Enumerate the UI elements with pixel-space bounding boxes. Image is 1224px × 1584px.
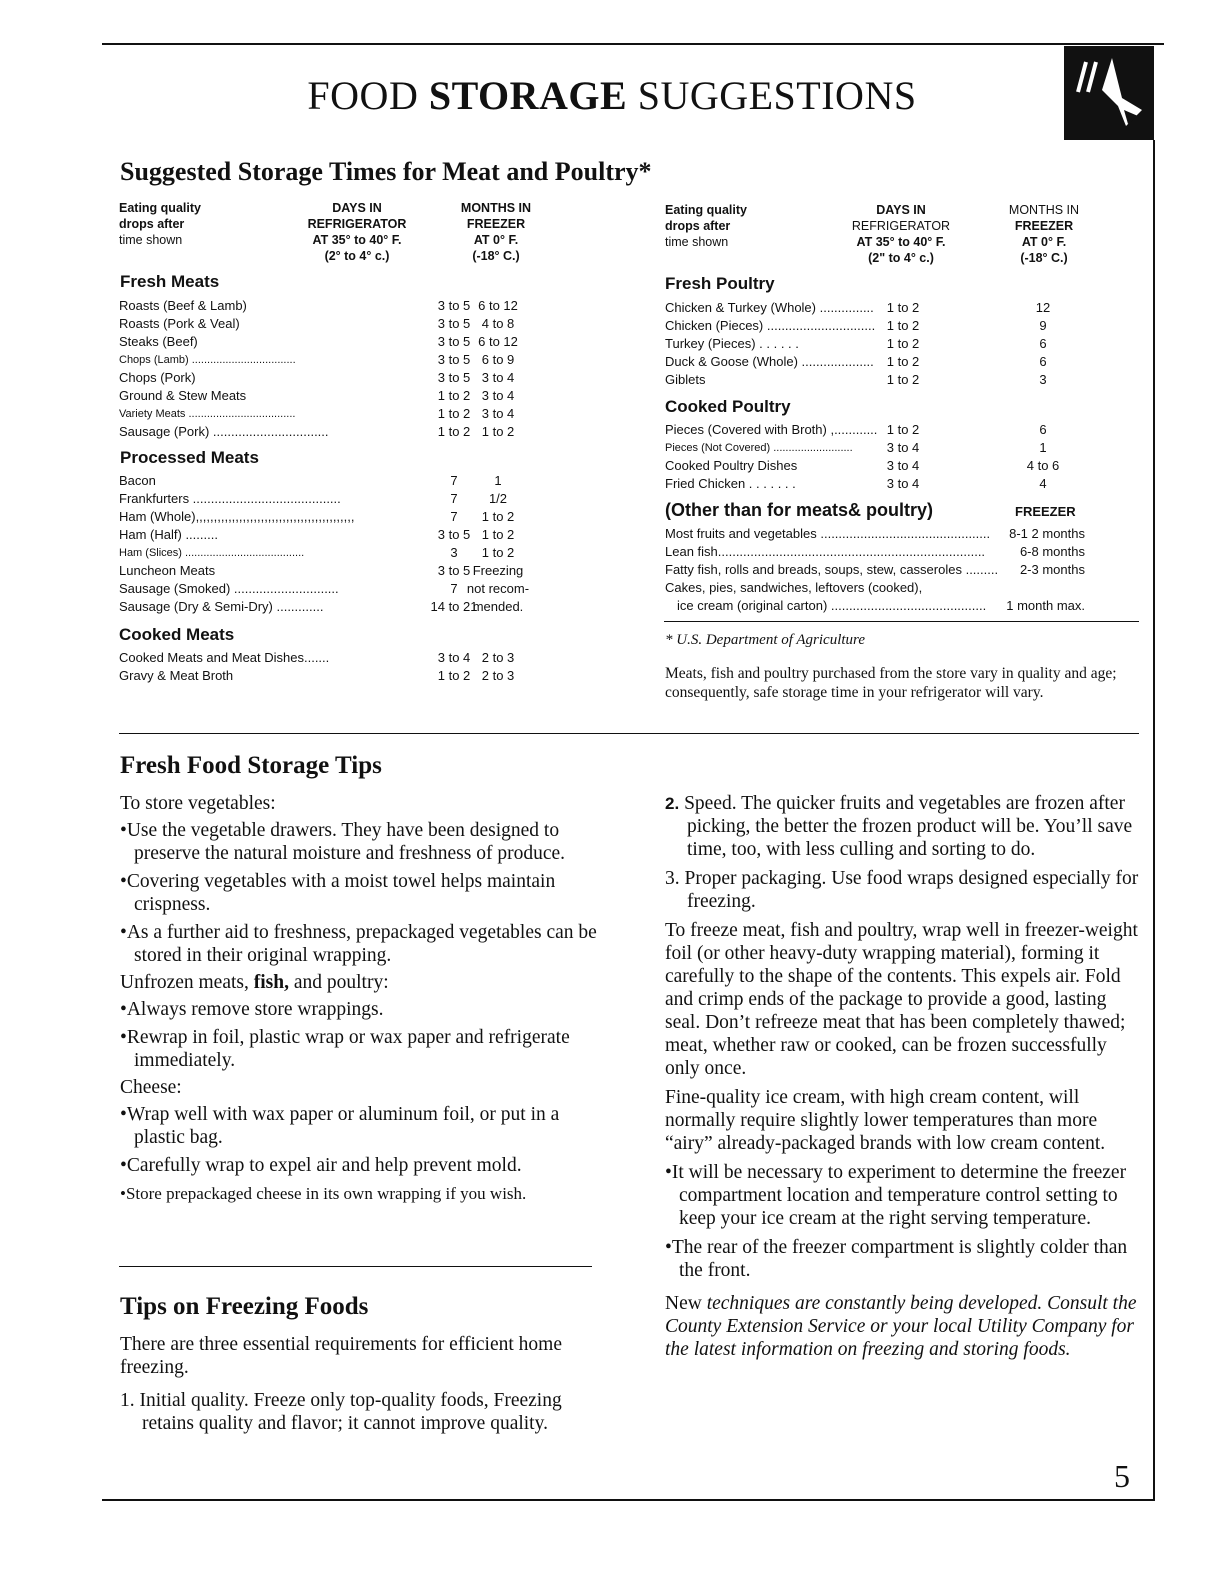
page-title: FOOD STORAGE SUGGESTIONS (307, 73, 917, 118)
meat-intro: Unfrozen meats, fish, and poultry: (120, 972, 389, 993)
table-row: Steaks (Beef) 3 to 5 6 to 12 (119, 334, 518, 349)
table-header-refrigerator-right: DAYS IN REFRIGERATOR AT 35° to 40° F. (2" to 4° c.) (851, 203, 951, 265)
freezing-paragraph-2: Fine-quality ice cream, with high cream content, will normally require slightly lower temperatures than more “airy” already-packaged brands with low cream content. (665, 1087, 1106, 1154)
fresh-tips-heading: Fresh Food Storage Tips (120, 752, 382, 779)
list-item: •Rewrap in foil, plastic wrap or wax paper and refrigerate immediately. (120, 1027, 570, 1071)
fresh-meats-table (119, 297, 569, 441)
table-header-quality: Eating quality drops after time shown (119, 201, 201, 247)
table-row: Pieces (Not Covered) .......................... 3 to 4 1 (665, 440, 1047, 455)
table-row: Giblets 1 to 2 3 (665, 372, 1047, 387)
table-row: Fatty fish, rolls and breads, soups, stew, casseroles ......... 2-3 months (665, 562, 1085, 577)
table-header-freezer: MONTHS IN FREEZER AT 0° F. (-18° C.) (460, 201, 532, 263)
closing-note: New techniques are constantly being developed. Consult the County Extension Service or your local Utility Company for the latest information on freezing and storing foods. (665, 1293, 1137, 1360)
table-row: Most fruits and vegetables ............................................... 8-1 2 months (665, 526, 1085, 541)
storage-note: Meats, fish and poultry purchased from the store vary in quality and age; consequently, safe storage time in your refrigerator will vary. (665, 665, 1117, 701)
table-row: Chops (Pork) 3 to 5 3 to 4 (119, 370, 515, 385)
other-foods-freezer-label: FREEZER (1015, 504, 1076, 519)
meat-section-heading: Suggested Storage Times for Meat and Poultry* (120, 157, 652, 186)
table-row: Ham (Whole),,,,,,,,,,,,,,,,,,,,,,,,,,,,,,,,,,,,,,,,,,,, 7 1 to 2 (119, 509, 515, 524)
footnote: * U.S. Department of Agriculture (665, 632, 865, 648)
list-item: •Carefully wrap to expel air and help prevent mold. (120, 1155, 522, 1176)
table-row: Sausage (Pork) ................................ 1 to 2 1 to 2 (119, 424, 515, 439)
list-item: •Store prepackaged cheese in its own wrapping if you wish. (120, 1184, 527, 1203)
page-number: 5 (1114, 1458, 1130, 1494)
fresh-meats-title: Fresh Meats (120, 272, 220, 291)
table-row: Ham (Slices) ....................................... 3 1 to 2 (119, 545, 515, 560)
top-rule (102, 43, 1164, 45)
other-foods-title: (Other than for meats& poultry) (665, 500, 934, 520)
cooked-poultry-table (665, 421, 1105, 493)
cooked-poultry-title: Cooked Poultry (665, 397, 791, 416)
table-row: Pieces (Covered with Broth) ,............ 1 to 2 6 (665, 422, 1047, 437)
list-item: •Always remove store wrappings. (120, 999, 384, 1020)
table-row: Roasts (Beef & Lamb) 3 to 5 6 to 12 (119, 298, 518, 313)
list-item: •As a further aid to freshness, prepackaged vegetables can be stored in their original wrapping. (120, 922, 597, 966)
cheese-intro: Cheese: (120, 1077, 182, 1098)
table-row: Sausage (Dry & Semi-Dry) ............. 14 to 21 mended. (119, 599, 524, 614)
table-row: Sausage (Smoked) ............................. 7 not recom- (119, 581, 530, 596)
cooked-meats-title: Cooked Meats (119, 625, 235, 644)
freezing-tips-left (120, 1333, 580, 1435)
list-item: 1. Initial quality. Freeze only top-quality foods, Freezing retains quality and flavor; it cannot improve quality. (120, 1390, 562, 1434)
section-divider (119, 733, 1139, 734)
table-row: Frankfurters ......................................... 7 1/2 (119, 491, 508, 506)
table-row: Turkey (Pieces) . . . . . . 1 to 2 6 (665, 336, 1047, 351)
list-item: •Use the vegetable drawers. They have been designed to preserve the natural moisture and freshness of produce. (120, 820, 566, 864)
table-row: Duck & Goose (Whole) .................... 1 to 2 6 (665, 354, 1047, 369)
tips-divider (119, 1266, 592, 1267)
bottom-rule (102, 1499, 1155, 1501)
freezing-paragraph-1: To freeze meat, fish and poultry, wrap well in freezer-weight foil (or other heavy-duty wrapping material), forming it carefully to the shape of the contents. This expels air. Fold and crimp ends of the package to provide a good, lasting seal. Don’t refreeze meat that has been completely thawed; meat, whether raw or cooked, can be frozen successfully only once. (665, 920, 1138, 1079)
freezing-tips-right (665, 792, 1140, 1361)
list-item: •The rear of the freezer compartment is slightly colder than the front. (665, 1237, 1128, 1281)
fresh-poultry-title: Fresh Poultry (665, 274, 775, 293)
cooked-meats-table (119, 649, 569, 685)
freezing-intro: There are three essential requirements for efficient home freezing. (120, 1334, 562, 1378)
table-row: Luncheon Meats 3 to 5 Freezing (119, 563, 524, 578)
table-row: Chicken (Pieces) .............................. 1 to 2 9 (665, 318, 1047, 333)
table-row: Chops (Lamb) .................................. 3 to 5 6 to 9 (119, 352, 515, 367)
other-foods-rule (664, 621, 1139, 622)
table-header-quality-right: Eating quality drops after time shown (665, 203, 747, 249)
veg-intro: To store vegetables: (120, 793, 276, 814)
table-row: Cooked Meats and Meat Dishes....... 3 to 4 2 to 3 (119, 650, 515, 665)
table-row: Cooked Poultry Dishes 3 to 4 4 to 6 (665, 458, 1060, 473)
list-item: 2. Speed. The quicker fruits and vegetables are frozen after picking, the better the frozen product will be. You’ll save time, too, with less culling and sorting to do. (665, 793, 1133, 860)
table-row: Ham (Half) ......... 3 to 5 1 to 2 (119, 527, 515, 542)
table-row: Gravy & Meat Broth 1 to 2 2 to 3 (119, 668, 515, 683)
fresh-tips-content (120, 792, 600, 1205)
list-item: •It will be necessary to experiment to determine the freezer compartment location and temperature control setting to keep your ice cream at the right serving temperature. (665, 1162, 1127, 1229)
table-row: Bacon 7 1 (119, 473, 502, 488)
table-row: Variety Meats ................................... 1 to 2 3 to 4 (119, 406, 515, 421)
processed-meats-title: Processed Meats (120, 448, 259, 467)
table-row: Cakes, pies, sandwiches, leftovers (cooked), (665, 580, 923, 595)
fresh-poultry-table (665, 299, 1105, 389)
table-header-refrigerator: DAYS IN REFRIGERATOR AT 35° to 40° F. (2° to 4° c.) (307, 201, 407, 263)
freezing-tips-heading: Tips on Freezing Foods (120, 1293, 369, 1320)
table-row: Chicken & Turkey (Whole) ............... 1 to 2 12 (665, 300, 1051, 315)
list-item: •Covering vegetables with a moist towel helps maintain crispness. (120, 871, 556, 915)
list-item: •Wrap well with wax paper or aluminum foil, or put in a plastic bag. (120, 1104, 560, 1148)
table-row: Lean fish.......................................................................... 6-8 months (665, 544, 1085, 559)
other-foods-table (665, 525, 1085, 615)
list-item: 3. Proper packaging. Use food wraps designed especially for freezing. (665, 868, 1139, 912)
table-row: Roasts (Pork & Veal) 3 to 5 4 to 8 (119, 316, 515, 331)
table-row: Fried Chicken . . . . . . . 3 to 4 4 (665, 476, 1047, 491)
table-header-freezer-right: MONTHS IN FREEZER AT 0° F. (-18° C.) (1008, 203, 1080, 265)
right-rule (1153, 140, 1155, 1500)
processed-meats-table (119, 472, 569, 616)
table-row: ice cream (original carton) ........................................... 1 month max. (677, 598, 1085, 613)
table-row: Ground & Stew Meats 1 to 2 3 to 4 (119, 388, 515, 403)
